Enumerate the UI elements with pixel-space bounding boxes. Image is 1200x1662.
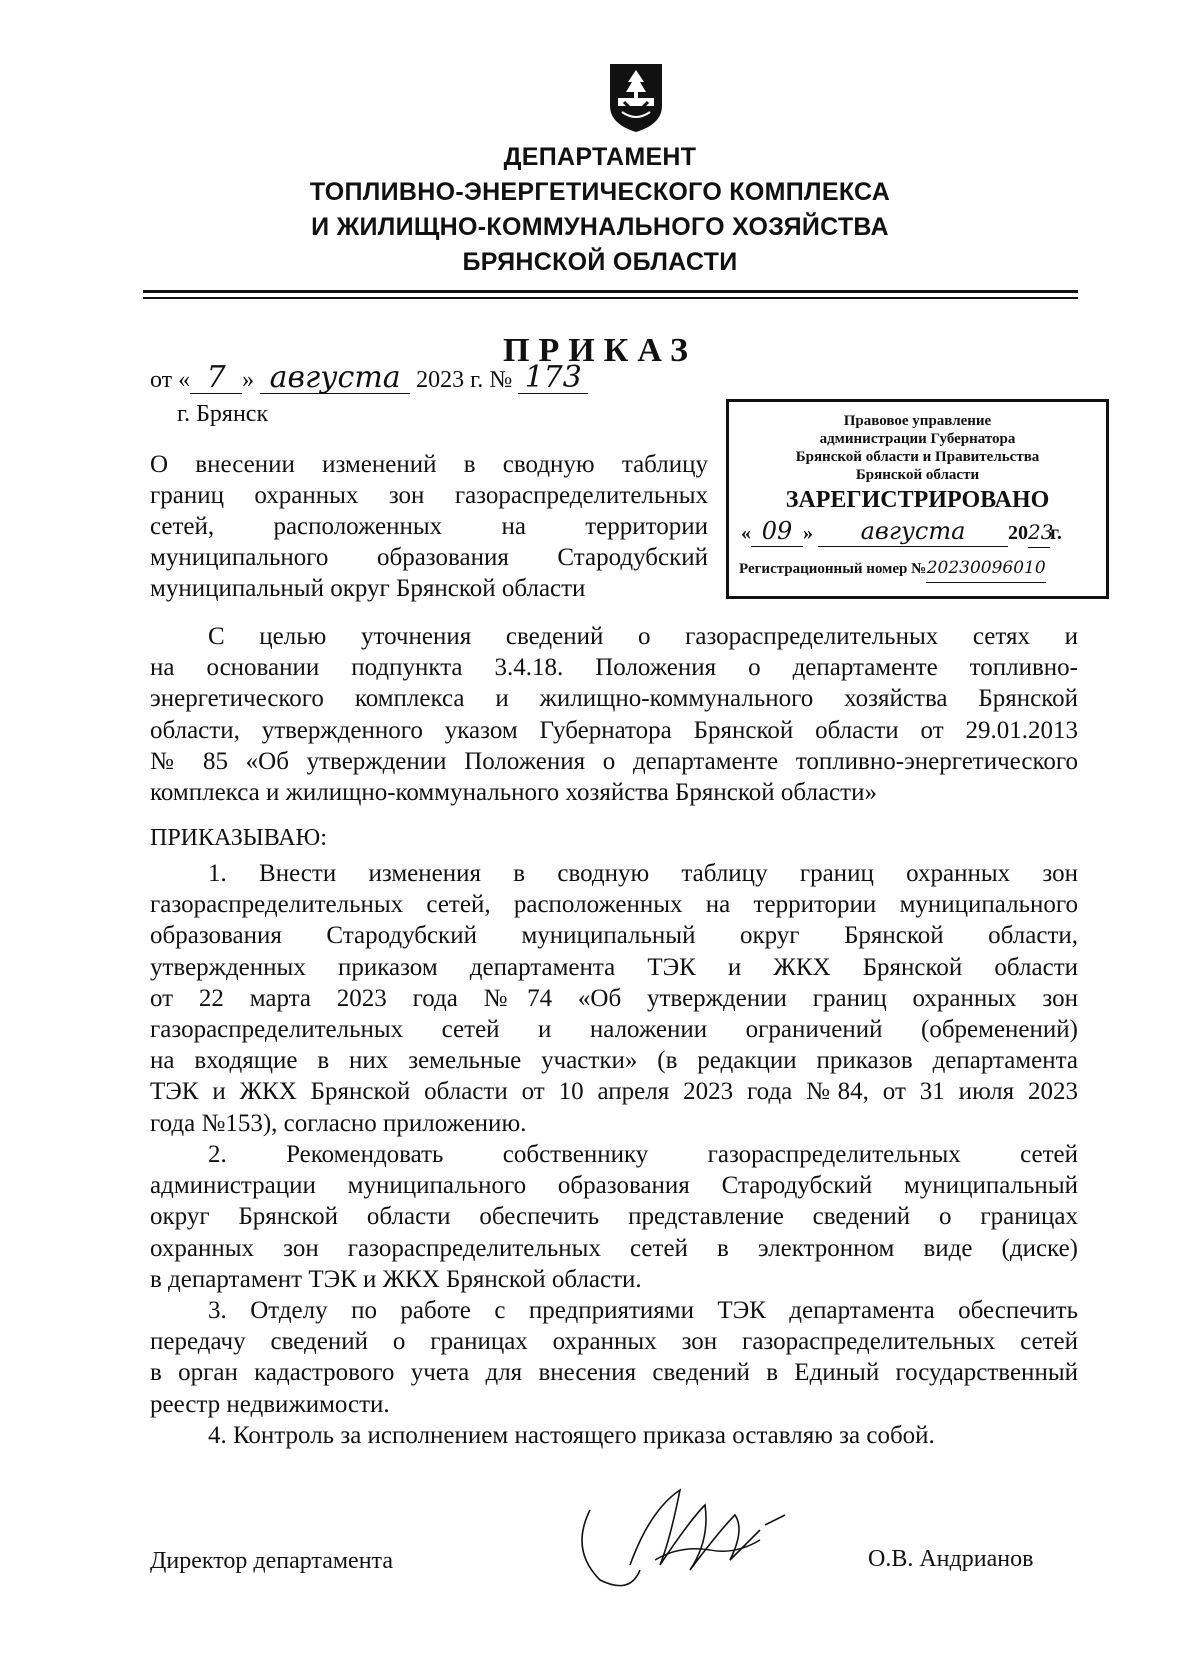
order-day: 7 [190,362,242,394]
item-line: газораспределительных сетей, расположенных на территории муниципального [150,891,1078,919]
item-line: 4. Контроль за исполнением настоящего приказа оставляю за собой. [208,1422,935,1449]
order-subject [150,449,708,604]
subject-line: муниципальный округ Брянской области [150,575,586,602]
stamp-reg-number-line [729,554,1116,583]
header-rule-thin [143,297,1078,299]
coat-of-arms-emblem [608,62,664,134]
subject-line: сетей, расположенных на территории [150,513,708,540]
signatory-name: О.В. Андрианов [868,1546,1034,1572]
item-line: администрации муниципального образования Стародубский муниципальный [150,1172,1078,1200]
order-item-2 [150,1139,1078,1295]
stamp-year-unit: г. [1050,522,1062,544]
order-year: 2023 г. [416,367,484,393]
stamp-registered: ЗАРЕГИСТРИРОВАНО [785,487,1050,513]
item-line: 2. Рекомендовать собственнику газораспределительных сетей [208,1141,1078,1168]
stamp-month: августа [818,516,1008,547]
subject-line: границ охранных зон газораспределительных [150,482,708,509]
preamble [150,621,1078,808]
order-item-3 [150,1295,1078,1420]
preamble-line: энергетического комплекса и жилищно-коммунального хозяйства Брянской [150,685,1078,713]
item-line: охранных зон газораспределительных сетей в электронном виде (диске) [150,1234,1078,1262]
department-line-4: БРЯНСКОЙ ОБЛАСТИ [462,248,738,276]
stamp-year-prefix: 20 [1008,522,1028,544]
item-line: реестр недвижимости. [150,1390,390,1418]
department-line-3: И ЖИЛИЩНО-КОММУНАЛЬНОГО ХОЗЯЙСТВА [311,213,889,241]
date-prefix: от « [150,367,191,393]
date-quote: » [242,367,255,393]
item-line: 1. Внести изменения в сводную таблицу границ охранных зон [208,860,1078,887]
item-line: от 22 марта 2023 года №74 «Об утверждении границ охранных зон [150,984,1078,1012]
item-line: на входящие в них земельные участки» (в редакции приказов департамента [150,1047,1078,1075]
registration-stamp [726,399,1109,599]
preamble-line: № 85 «Об утверждении Положения о департаменте топливно-энергетического [150,747,1078,775]
order-number: 173 [518,362,588,394]
stamp-line: Брянской области и Правительства [795,449,1040,465]
header-rule-thick [143,290,1078,293]
preamble-line: на основании подпункта 3.4.18. Положения о департаменте топливно- [150,654,1078,682]
department-line-2: ТОПЛИВНО-ЭНЕРГЕТИЧЕСКОГО КОМПЛЕКСА [309,178,891,206]
item-line: газораспределительных сетей и наложении ограничений (обременений) [150,1016,1078,1044]
stamp-reg-label: Регистрационный номер № [739,561,927,577]
order-city: г. Брянск [177,401,269,427]
order-month: августа [260,362,410,394]
stamp-line: администрации Губернатора [819,431,1016,447]
stamp-date: « 09 » августа 2023г. [729,516,1118,548]
signatory-position: Директор департамента [150,1548,393,1574]
order-date-line [150,362,588,396]
item-line: года №153), согласно приложению. [150,1109,527,1137]
stamp-reg-number: 20230096010 [926,554,1046,583]
subject-line: муниципального образования Стародубский [150,544,708,571]
item-line: образования Стародубский муниципальный округ Брянской области, [150,922,1078,950]
handwritten-signature [560,1470,810,1600]
item-line: ТЭК и ЖКХ Брянской области от 10 апреля 2023 года №84, от 31 июля 2023 [150,1078,1078,1106]
item-line: в орган кадастрового учета для внесения сведений в Единый государственный [150,1359,1078,1387]
stamp-line: Брянской области [855,467,980,483]
item-line: утвержденных приказом департамента ТЭК и ЖКХ Брянской области [150,953,1078,981]
item-line: округ Брянской области обеспечить представление сведений о границах [150,1203,1078,1231]
department-line-1: ДЕПАРТАМЕНТ [503,143,697,171]
preamble-line: области, утвержденного указом Губернатора Брянской области от 29.01.2013 [150,716,1078,744]
order-word: ПРИКАЗЫВАЮ: [150,825,327,851]
document-title: ПРИКАЗ [503,332,697,369]
stamp-day: 09 [751,516,803,547]
subject-line: О внесении изменений в сводную таблицу [150,451,708,478]
stamp-year-suffix: 23 [1028,517,1050,548]
preamble-line: комплекса и жилищно-коммунального хозяйства Брянской области» [150,779,877,807]
preamble-line: С целью уточнения сведений о газораспределительных сетях и [208,623,1078,650]
item-line: в департамент ТЭК и ЖКХ Брянской области. [150,1265,642,1293]
order-item-4 [150,1420,1078,1451]
item-line: 3. Отделу по работе с предприятиями ТЭК департамента обеспечить [208,1297,1078,1324]
order-item-1 [150,858,1078,1139]
item-line: передачу сведений о границах охранных зон газораспределительных сетей [150,1328,1078,1356]
number-sign: № [489,367,513,393]
stamp-line: Правовое управление [843,413,992,429]
